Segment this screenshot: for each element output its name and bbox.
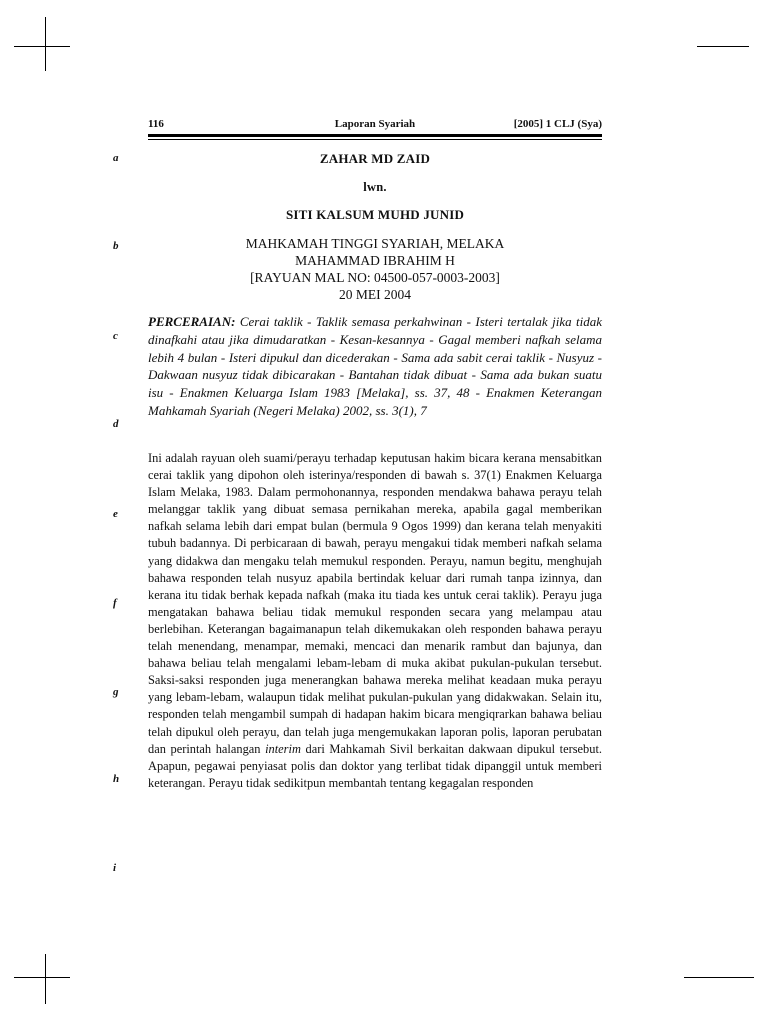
- crop-mark-top-left-h: [14, 46, 70, 47]
- catchword-keyword: PERCERAIAN:: [148, 314, 236, 329]
- judgment-date: 20 MEI 2004: [339, 287, 411, 302]
- crop-mark-top-left-v: [45, 17, 46, 71]
- margin-letter-a: a: [113, 152, 119, 164]
- body-text-part2: dari Mahkamah Sivil berkaitan dakwaan dipukul tersebut. Apapun, pegawai penyiasat polis dan doktor yang terlibat tidak dipanggil untuk memberi keterangan. Perayu tidak sedikitpun membantah tentang kegagalan responden: [148, 741, 602, 790]
- court-name: MAHKAMAH TINGGI SYARIAH, MELAKA: [245, 236, 505, 251]
- margin-letter-f: f: [113, 597, 117, 609]
- margin-letter-i: i: [113, 862, 117, 874]
- catchwords: [148, 313, 602, 420]
- party-appellant: ZAHAR MD ZAID: [319, 151, 431, 166]
- crop-mark-bottom-left-h: [14, 977, 70, 978]
- margin-letter-b: b: [113, 240, 119, 252]
- body-italic-word: interim: [265, 741, 301, 756]
- versus-label: lwn.: [363, 180, 387, 194]
- header-rule-thick: [148, 134, 602, 137]
- margin-letter-e: e: [113, 508, 118, 520]
- crop-mark-bottom-left-v: [45, 954, 46, 1004]
- margin-letter-h: h: [113, 773, 120, 785]
- crop-mark-top-right-h: [697, 46, 749, 47]
- judge-name: MAHAMMAD IBRAHIM H: [295, 253, 455, 268]
- catchword-text: Cerai taklik - Taklik semasa perkahwinan - Isteri tertalak jika tidak dinafkahi atau jika dimudaratkan - Kesan-kesannya - Gagal memberi nafkah selama lebih 4 bulan - Isteri dipukul dan dicederakan - Sama ada sabit cerai taklik - Nusyuz - Dakwaan nusyuz tidak dibicarakan - Bantahan tidak dibuat - Sama ada bukan suatu isu - Enakmen Keluarga Islam 1983 [Melaka], ss. 37, 48 - Enakmen Keterangan Mahkamah Syariah (Negeri Melaka) 2002, ss. 3(1), 7: [148, 314, 603, 418]
- margin-letter-c: c: [113, 330, 118, 342]
- crop-mark-bottom-right-h: [684, 977, 754, 978]
- margin-letter-d: d: [113, 418, 119, 430]
- party-respondent: SITI KALSUM MUHD JUNID: [285, 207, 465, 222]
- page-number: 116: [148, 118, 164, 130]
- citation: [2005] 1 CLJ (Sya): [513, 118, 602, 130]
- running-header: [148, 118, 602, 134]
- header-rule-thin: [148, 139, 602, 140]
- appeal-number: [RAYUAN MAL NO: 04500-057-0003-2003]: [250, 270, 500, 285]
- publication-title: Laporan Syariah: [334, 118, 416, 130]
- body-text-part1: Ini adalah rayuan oleh suami/perayu terhadap keputusan hakim bicara kerana mensabitkan cerai taklik yang dipohon oleh isterinya/responden di bawah s. 37(1) Enakmen Keluarga Islam Melaka, 1983. Dalam permohonannya, responden mendakwa bahawa perayu telah melanggar taklik yang dibuat semasa pernikahan mereka, apabila gagal memberikan nafkah selama lebih dari empat bulan (bermula 9 Ogos 1999) dan kerana telah menyakiti tubuh badannya. Di perbicaraan di bawah, perayu mengakui tidak memberi nafkah selama yang didakwa dan mengaku telah memukul responden. Perayu, namun begitu, menghujah bahawa responden telah nusyuz apabila bertindak keluar dari rumah tanpa izinnya, dan kerana itu tidak berhak kepada nafkah (maka itu tiada kes untuk cerai taklik). Perayu juga mengatakan bahawa beliau tidak memukul responden secara yang melampau atau berlebihan. Keterangan bagaimanapun telah dikemukakan oleh responden bahawa perayu telah menendang, menampar, memaki, mencaci dan menarik rambut dan bajunya, dan bahawa beliau telah mengalami lebam-lebam di muka akibat pukulan-pukulan tersebut. Saksi-saksi responden juga menerangkan bahawa mereka melihat keadaan muka perayu yang lebam-lebam, walaupun tidak melihat pukulan-pukulan yang didakwakan. Selain itu, responden telah mengambil sumpah di hadapan hakim bicara mengiqrarkan bahawa beliau telah dipukul oleh perayu, dan telah juga mengemukakan laporan polis, laporan perubatan dan perintah halangan: [148, 451, 602, 756]
- headnote-body: [148, 450, 602, 792]
- margin-letter-g: g: [113, 686, 119, 698]
